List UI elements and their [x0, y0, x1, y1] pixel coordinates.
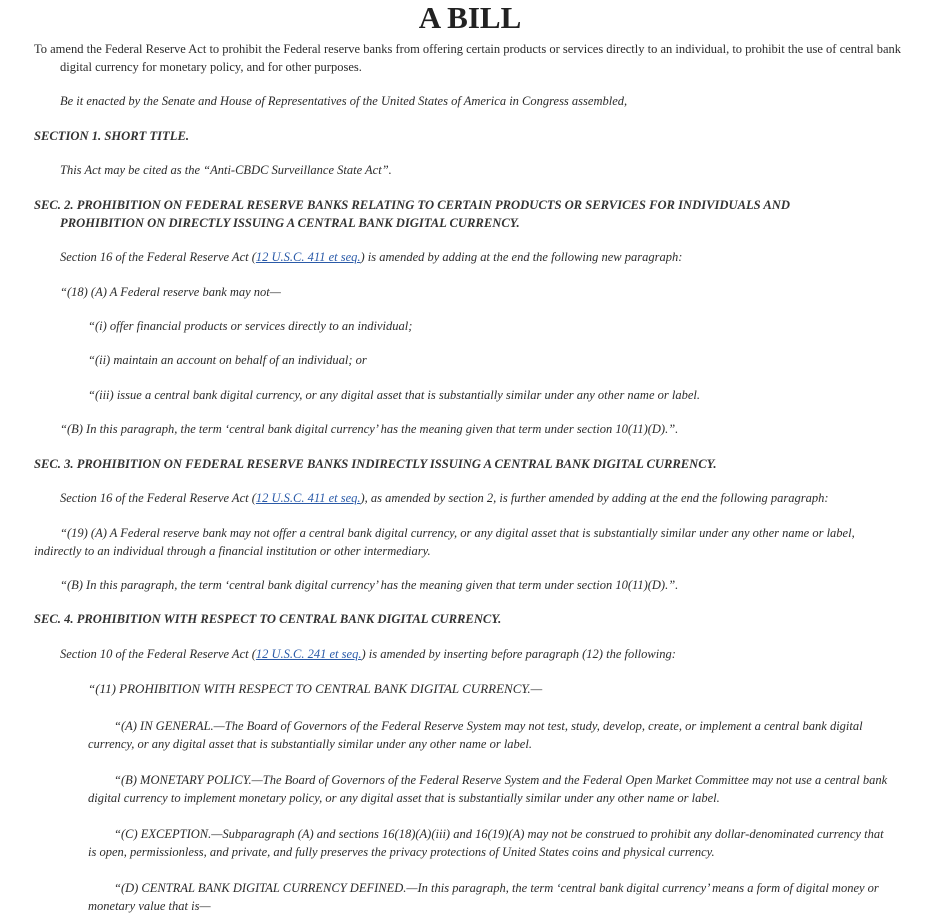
section-3-intro: [60, 489, 926, 507]
section-3-heading: SEC. 3. PROHIBITION ON FEDERAL RESERVE BANKS INDIRECTLY ISSUING A CENTRAL BANK DIGITAL CURRENCY.: [34, 457, 717, 471]
section-4-intro-after: ) is amended by inserting before paragraph (12) the following:: [361, 647, 676, 661]
usc-241-link[interactable]: 12 U.S.C. 241 et seq.: [255, 647, 362, 661]
clause-iii: “(iii) issue a central bank digital currency, or any digital asset that is substantially similar under any other name or label.: [88, 388, 700, 402]
section-2-heading-line-2: PROHIBITION ON DIRECTLY ISSUING A CENTRAL BANK DIGITAL CURRENCY.: [60, 216, 520, 230]
clause-ii: “(ii) maintain an account on behalf of an individual; or: [88, 353, 367, 367]
section-3-intro-before: Section 16 of the Federal Reserve Act (: [60, 491, 256, 505]
bill-title: A BILL: [418, 0, 522, 35]
section-4-intro-before: Section 10 of the Federal Reserve Act (: [60, 647, 256, 661]
subparagraph-c-exception: “(C) EXCEPTION.—Subparagraph (A) and sections 16(18)(A)(iii) and 16(19)(A) may not be construed to prohibit any dollar-denominated currency that is open, permissionless, and private, and fully preserves the privacy protections of United States coins and physical currency.: [88, 827, 884, 859]
paragraph-18a: “(18) (A) A Federal reserve bank may not—: [60, 285, 281, 299]
subparagraph-b-monetary-policy: “(B) MONETARY POLICY.—The Board of Governors of the Federal Reserve System and the Federal Open Market Committee may not use a central bank digital currency to implement monetary policy, or any digital asset that is substantially similar under any other name or label.: [88, 773, 888, 805]
section-4-intro: [60, 645, 920, 663]
section-3-subpara-b: “(B) In this paragraph, the term ‘central bank digital currency’ has the meaning given that term under section 10(11)(D).”.: [60, 578, 679, 592]
section-2-subpara-b: “(B) In this paragraph, the term ‘central bank digital currency’ has the meaning given that term under section 10(11)(D).”.: [60, 422, 679, 436]
section-2-intro-after: ) is amended by adding at the end the following new paragraph:: [360, 250, 683, 264]
usc-411-link[interactable]: 12 U.S.C. 411 et seq.: [255, 491, 361, 505]
long-title: To amend the Federal Reserve Act to prohibit the Federal reserve banks from offering certain products or services directly to an individual, to prohibit the use of central bank digital currency for monetary policy, and for other purposes.: [34, 42, 902, 74]
usc-411-link[interactable]: 12 U.S.C. 411 et seq.: [255, 250, 361, 264]
section-2-heading-line-1: SEC. 2. PROHIBITION ON FEDERAL RESERVE BANKS RELATING TO CERTAIN PRODUCTS OR SERVICES FOR INDIVIDUALS AND: [34, 198, 790, 212]
section-1-text: This Act may be cited as the “Anti-CBDC Surveillance State Act”.: [60, 163, 392, 177]
paragraph-11: “(11) PROHIBITION WITH RESPECT TO CENTRAL BANK DIGITAL CURRENCY.—: [88, 681, 543, 696]
paragraph-19a: “(19) (A) A Federal reserve bank may not offer a central bank digital currency, or any digital asset that is substantially similar under any other name or label, indirectly to an individual through a financial institution or other intermediary.: [34, 526, 855, 558]
section-3-intro-after: ), as amended by section 2, is further amended by adding at the end the following paragraph:: [360, 491, 829, 505]
enacting-clause: Be it enacted by the Senate and House of Representatives of the United States of America in Congress assembled,: [60, 94, 628, 108]
section-4-heading: SEC. 4. PROHIBITION WITH RESPECT TO CENTRAL BANK DIGITAL CURRENCY.: [34, 612, 502, 626]
section-1-heading: SECTION 1. SHORT TITLE.: [34, 129, 189, 143]
section-2-intro-before: Section 16 of the Federal Reserve Act (: [60, 250, 256, 264]
section-2-intro: [60, 248, 920, 266]
subparagraph-d-definition: “(D) CENTRAL BANK DIGITAL CURRENCY DEFINED.—In this paragraph, the term ‘central bank digital currency’ means a form of digital money or monetary value that is—: [88, 881, 879, 913]
clause-i: “(i) offer financial products or services directly to an individual;: [88, 319, 413, 333]
subparagraph-a-in-general: “(A) IN GENERAL.—The Board of Governors of the Federal Reserve System may not test, study, develop, create, or implement a central bank digital currency, or any digital asset that is substantially similar under any other name or label.: [88, 719, 863, 751]
